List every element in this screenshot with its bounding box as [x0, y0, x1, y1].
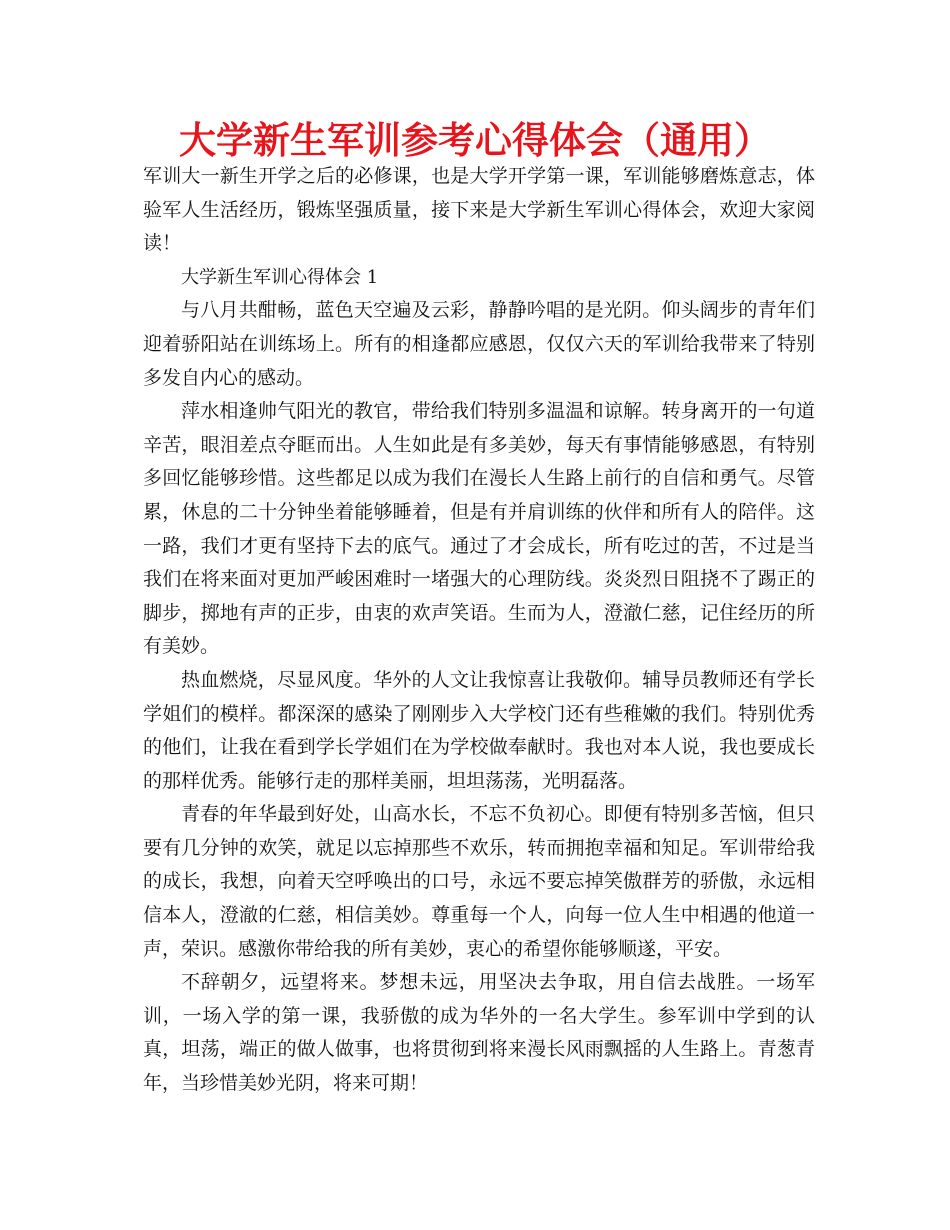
document-body	[143, 160, 815, 1101]
paragraph-5: 不辞朝夕，远望将来。梦想未远，用坚决去争取，用自信去战胜。一场军训，一场入学的第一课，我骄傲的成为华外的一名大学生。参军训中学到的认真，坦荡，端正的做人做事，也将贯彻到将来漫长风雨飘摇的人生路上。青葱青年，当珍惜美妙光阴，将来可期！	[143, 971, 815, 1095]
paragraph-2: 萍水相逢帅气阳光的教官，带给我们特别多温温和谅解。转身离开的一句道辛苦，眼泪差点夺眶而出。人生如此是有多美妙，每天有事情能够感恩，有特别多回忆能够珍惜。这些都足以成为我们在漫长人生路上前行的自信和勇气。尽管累，休息的二十分钟坐着能够睡着，但是有并肩训练的伙伴和所有人的陪伴。这一路，我们才更有坚持下去的底气。通过了才会成长，所有吃过的苦，不过是当我们在将来面对更加严峻困难时一堵强大的心理防线。炎炎烈日阻挠不了踢正的脚步，掷地有声的正步，由衷的欢声笑语。生而为人，澄澈仁慈，记住经历的所有美妙。	[143, 400, 815, 658]
paragraph-3: 热血燃烧，尽显风度。华外的人文让我惊喜让我敬仰。辅导员教师还有学长学姐们的模样。都深深的感染了刚刚步入大学校门还有些稚嫩的我们。特别优秀的他们，让我在看到学长学姐们在为学校做奉献时。我也对本人说，我也要成长的那样优秀。能够行走的那样美丽，坦坦荡荡，光明磊落。	[143, 668, 815, 792]
section-heading: 大学新生军训心得体会 1	[181, 266, 379, 288]
paragraph-4: 青春的年华最到好处，山高水长，不忘不负初心。即便有特别多苦恼，但只要有几分钟的欢笑，就足以忘掉那些不欢乐，转而拥抱幸福和知足。军训带给我的成长，我想，向着天空呼唤出的口号，永远不要忘掉笑傲群芳的骄傲，永远相信本人，澄澈的仁慈，相信美妙。尊重每一个人，向每一位人生中相遇的他道一声，荣识。感激你带给我的所有美妙，衷心的希望你能够顺遂，平安。	[143, 803, 815, 960]
intro-paragraph: 军训大一新生开学之后的必修课，也是大学开学第一课，军训能够磨炼意志，体验军人生活经历，锻炼坚强质量，接下来是大学新生军训心得体会，欢迎大家阅读！	[143, 165, 815, 255]
document-title: 大学新生军训参考心得体会（通用）	[179, 119, 771, 162]
paragraph-1: 与八月共酣畅，蓝色天空遍及云彩，静静吟唱的是光阴。仰头阔步的青年们迎着骄阳站在训练场上。所有的相逢都应感恩，仅仅六天的军训给我带来了特别多发自内心的感动。	[143, 299, 815, 389]
